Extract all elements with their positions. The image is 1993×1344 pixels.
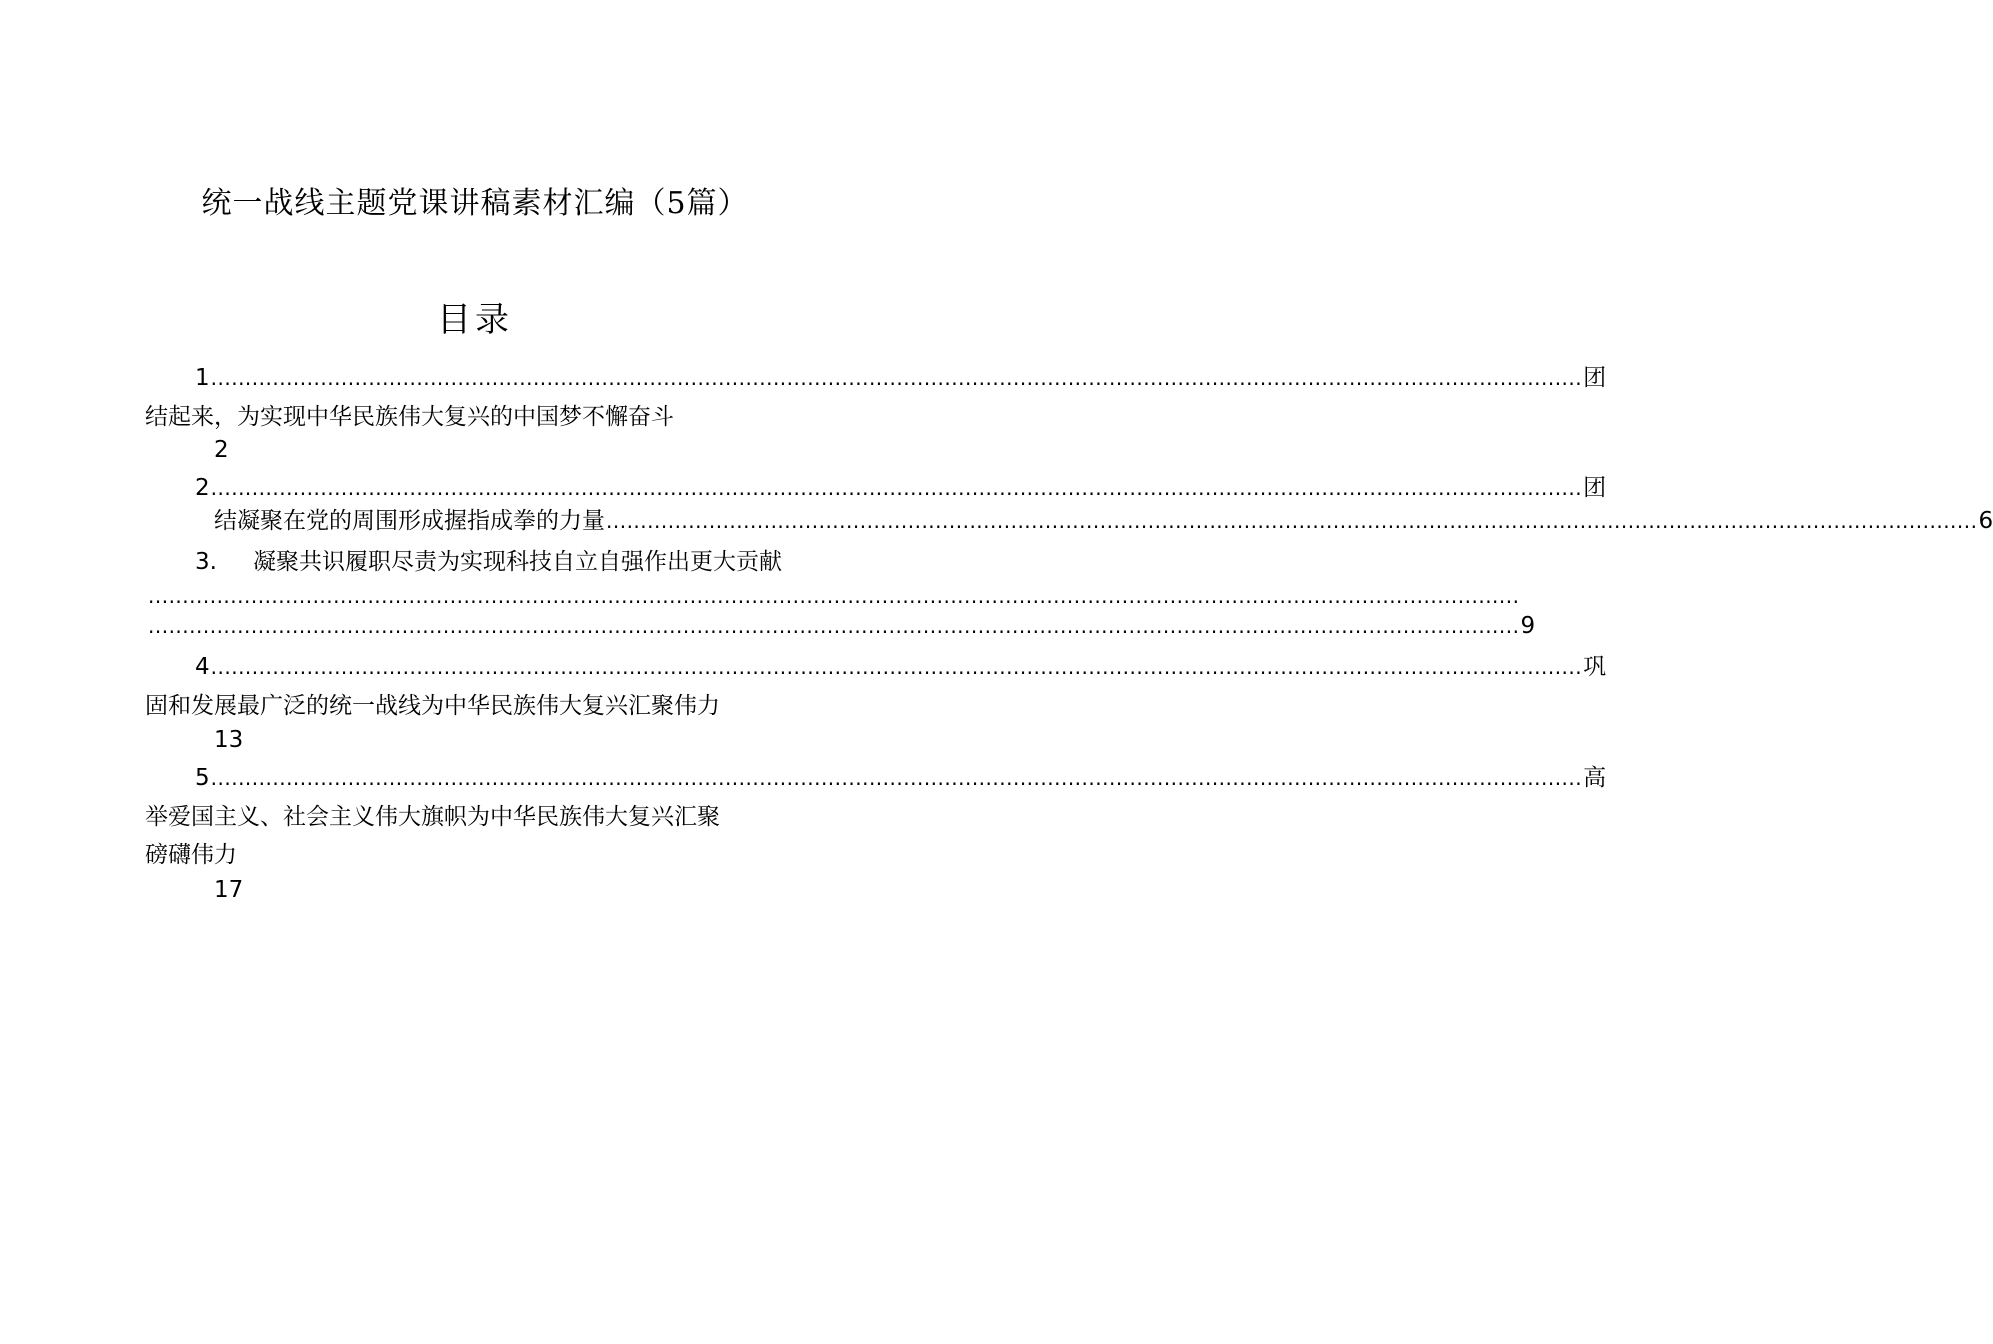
dot-leader: ........................................................................................................................................................................................................: [210, 476, 1583, 500]
toc-entry-4-page[interactable]: 13: [214, 727, 244, 753]
toc-entry-page: 9: [1520, 613, 1536, 639]
toc-entry-page: 6: [1978, 508, 1993, 534]
toc-entry-3-title-line[interactable]: [195, 546, 782, 578]
dot-leader: ........................................................................................................................................................................................................: [210, 366, 1583, 390]
toc-entry-2-leader-line[interactable]: [195, 472, 1607, 504]
toc-entry-5-title-line-1[interactable]: 举爱国主义、社会主义伟大旗帜为中华民族伟大复兴汇聚: [145, 804, 720, 830]
dot-leader: ........................................................................................................................................................................................................: [210, 766, 1583, 790]
toc-entry-number: 1: [195, 365, 210, 391]
dot-leader: ........................................................................................................................................................................................................: [148, 584, 1520, 608]
toc-entry-1-leader-line[interactable]: [195, 362, 1607, 394]
toc-entry-number: 5: [195, 765, 210, 791]
toc-entry-5-page[interactable]: 17: [214, 877, 244, 903]
dot-leader: ........................................................................................................................................................................................................: [148, 614, 1520, 638]
toc-entry-number: 4: [195, 654, 210, 680]
dot-leader: ........................................................................................................................................................................................................: [210, 655, 1583, 679]
toc-entry-2-title-line[interactable]: [214, 505, 1993, 537]
toc-entry-4-title[interactable]: 固和发展最广泛的统一战线为中华民族伟大复兴汇聚伟力: [145, 693, 720, 719]
toc-heading: 目录: [437, 300, 513, 340]
document-title: 统一战线主题党课讲稿素材汇编（5篇）: [201, 186, 749, 221]
toc-entry-1-title[interactable]: 结起来，为实现中华民族伟大复兴的中国梦不懈奋斗: [145, 404, 674, 430]
toc-entry-3-leader-line[interactable]: [147, 580, 1520, 612]
toc-entry-number: 3.: [195, 549, 217, 575]
toc-entry-1-page[interactable]: 2: [214, 437, 229, 463]
toc-entry-title: 凝聚共识履职尽责为实现科技自立自强作出更大贡献: [252, 549, 782, 575]
toc-entry-title-start: 巩: [1583, 654, 1607, 680]
toc-entry-4-leader-line[interactable]: [195, 651, 1607, 683]
toc-entry-5-leader-line[interactable]: [195, 762, 1607, 794]
toc-entry-title-start: 团: [1583, 365, 1607, 391]
dot-leader: ........................................................................................................................................................................................................: [606, 509, 1978, 533]
toc-entry-title-start: 高: [1583, 765, 1607, 791]
toc-entry-number: 2: [195, 475, 210, 501]
toc-entry-5-title-line-2[interactable]: 磅礴伟力: [145, 842, 237, 868]
toc-entry-3-page-line[interactable]: [147, 610, 1536, 642]
toc-entry-title: 结凝聚在党的周围形成握指成拳的力量: [214, 508, 605, 534]
toc-entry-title-start: 团: [1583, 475, 1607, 501]
